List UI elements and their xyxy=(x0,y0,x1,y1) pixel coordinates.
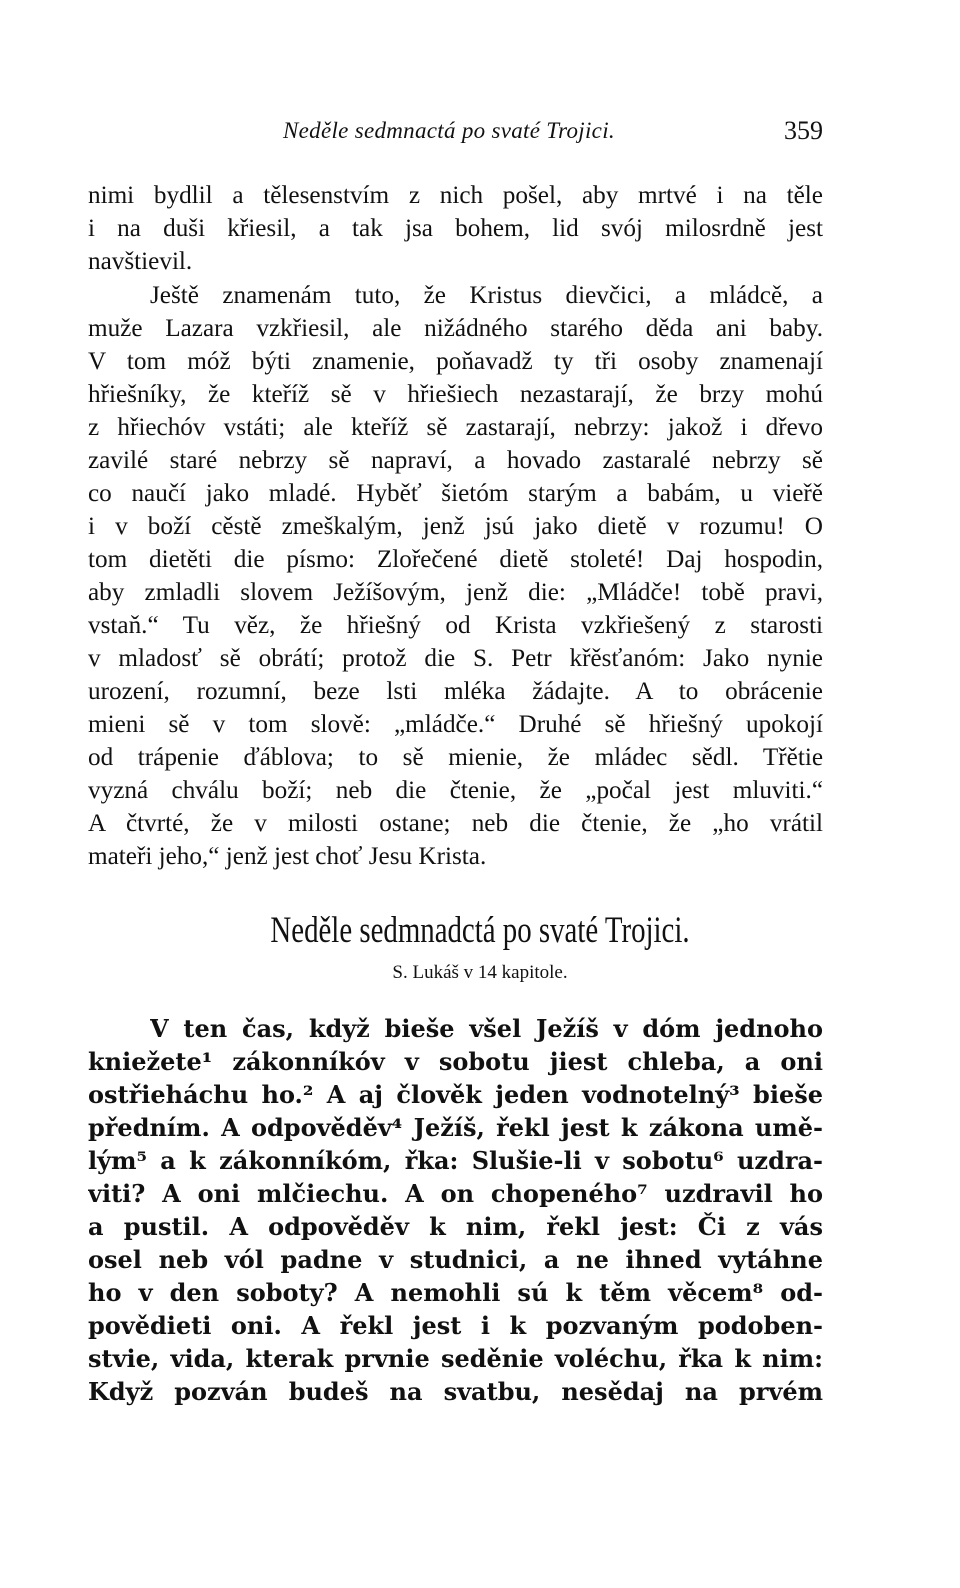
text-line: V tom móž býti znamenie, poňavadž ty tři osoby znamenají xyxy=(88,348,823,375)
text-line: A čtvrté, že v milosti ostane; neb die čtenie, že „ho vrátil xyxy=(88,810,823,837)
text-line: tom dietěti die písmo: Zlořečené dietě stoleté! Daj hospodin, xyxy=(88,546,823,573)
text-line: zavilé staré nebrzy sě napraví, a hovado zastaralé nebrzy sě xyxy=(88,447,823,474)
text-line: Ještě znamenám tuto, že Kristus dievčici, a mládcě, a xyxy=(150,282,823,309)
running-title: Neděle sedmnactá po svaté Trojici. xyxy=(283,118,615,143)
bold-text-line: povědieti oni. A řekl jest i k pozvaným podoben- xyxy=(88,1311,823,1340)
bold-text-line: osel neb vól padne v studnici, a ne ihned vytáhne xyxy=(88,1245,823,1274)
text-line: i v boží cěstě zmeškalým, jenž jsú jako dietě v rozumu! O xyxy=(88,513,823,540)
bold-text-line: ho v den soboty? A nemohli sú k těm věcem⁸ od- xyxy=(88,1278,823,1307)
bold-text-line: viti? A oni mlčiechu. A on chopeného⁷ uzdravil ho xyxy=(88,1179,823,1208)
text-line: od trápenie ďáblova; to sě mienie, že mládec sědl. Třětie xyxy=(88,744,823,771)
bold-text-line: stvie, vida, kterak prvnie seděnie voléchu, řka k nim: xyxy=(88,1344,823,1373)
text-line: nimi bydlil a tělesenstvím z nich pošel, aby mrtvé i na těle xyxy=(88,182,823,209)
bold-text-line: Když pozván budeš na svatbu, nesědaj na prvém xyxy=(88,1377,823,1406)
text-line: vstaň.“ Tu věz, že hřiešný od Krista vzkřiešený z starosti xyxy=(88,612,823,639)
text-line: muže Lazara vzkřiesil, ale nižádného starého děda ani baby. xyxy=(88,315,823,342)
bold-text-line: a pustil. A odpověděv k nim, řekl jest: Či z vás xyxy=(88,1212,823,1241)
text-line: i na duši křiesil, a tak jsa bohem, lid svój milosrdně jest xyxy=(88,215,823,242)
text-line: vyzná chválu boží; neb die čtenie, že „počal jest mluviti.“ xyxy=(88,777,823,804)
bold-text-line: ostřieháchu ho.² A aj člověk jeden vodnotelný³ bieše xyxy=(88,1080,823,1109)
text-line: z hřiechóv vstáti; ale kteříž sě zastarají, nebrzy: jakož i dřevo xyxy=(88,414,823,441)
bold-text-line: předním. A odpověděv⁴ Ježíš, řekl jest k zákona umě- xyxy=(88,1113,823,1142)
text-line: mateři jeho,“ jenž jest choť Jesu Krista. xyxy=(88,843,487,870)
page-header xyxy=(88,118,823,154)
page-number: 359 xyxy=(784,116,823,145)
bold-text-line: V ten čas, když bieše všel Ježíš v dóm jednoho xyxy=(150,1014,823,1043)
text-line: mieni sě v tom slově: „mládče.“ Druhé sě hřiešný upokojí xyxy=(88,711,823,738)
section-title: Neděle sedmnadctá po svaté Trojici. xyxy=(270,910,690,951)
bold-text-line: kniežete¹ zákonníkóv v sobotu jiest chleba, a oni xyxy=(88,1047,823,1076)
text-line: co naučí jako mladé. Hyběť šietóm starým a babám, u vieřě xyxy=(88,480,823,507)
source-reference: S. Lukáš v 14 kapitole. xyxy=(392,962,568,983)
text-line: aby zmladli slovem Ježíšovým, jenž die: „Mládče! tobě pravi, xyxy=(88,579,823,606)
text-line: urození, rozumní, beze lsti mléka žádajte. A to obrácenie xyxy=(88,678,823,705)
text-line: v mladosť sě obrátí; protož die S. Petr křěsťanóm: Jako nynie xyxy=(88,645,823,672)
bold-text-line: lým⁵ a k zákonníkóm, řka: Slušie-li v sobotu⁶ uzdra- xyxy=(88,1146,823,1175)
text-line: hřiešníky, že kteříž sě v hřiešiech nezastarají, že brzy mohú xyxy=(88,381,823,408)
text-line: navštievil. xyxy=(88,248,193,275)
